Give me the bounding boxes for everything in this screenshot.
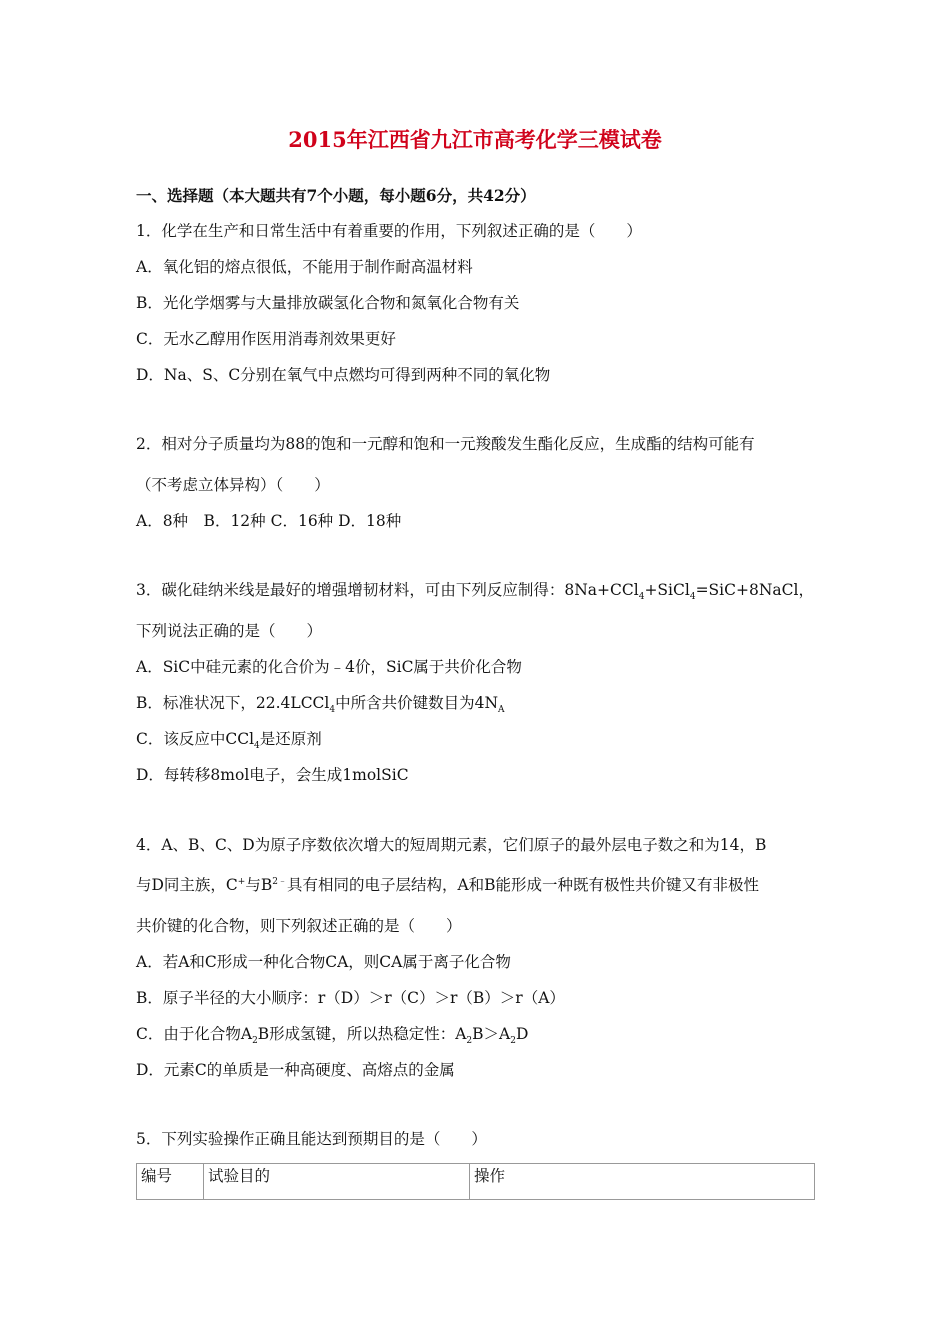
q2-options: A．8种 B．12种 C．16种 D．18种 xyxy=(136,512,402,530)
q4-stem-line2: 与D同主族，C+与$B^{2﹣}$具有相同的电子层结构，A和B能形成一种既有极性共价键又有非极性 xyxy=(136,876,760,894)
table-header-cell: 编号 xyxy=(137,1164,204,1200)
q1-option-c: C．无水乙醇用作医用消毒剂效果更好 xyxy=(136,330,396,348)
q3-option-b: B．标准状况下，22.4LCCl$_4$中所含共价键数目为$4N_A$ xyxy=(136,694,505,716)
q4-option-d: D．元素C的单质是一种高硬度、高熔点的金属 xyxy=(136,1061,455,1079)
q3-option-a: A．SiC中硅元素的化合价为﹣4价，SiC属于共价化合物 xyxy=(136,658,522,676)
q3-stem-line1: 3．碳化硅纳米线是最好的增强增韧材料，可由下列反应制得：8Na+CCl$_4$+SiCl$_4$=SiC+8NaCl， xyxy=(136,581,814,603)
q4-option-a: A．若A和C形成一种化合物CA，则CA属于离子化合物 xyxy=(136,953,511,971)
q4-option-c: C．由于化合物$A_2B$形成氢键，所以热稳定性：$A_2B>A_2D$ xyxy=(136,1025,529,1047)
q4-stem-line1: 4．A、B、C、D为原子序数依次增大的短周期元素，它们原子的最外层电子数之和为14，B xyxy=(136,836,767,854)
q4-stem-line3: 共价键的化合物，则下列叙述正确的是（ ） xyxy=(136,917,462,935)
q3-option-c: C．该反应中CCl$_4$是还原剂 xyxy=(136,730,322,752)
q3-stem-line2: 下列说法正确的是（ ） xyxy=(136,622,323,640)
q1-option-a: A．氧化铝的熔点很低，不能用于制作耐高温材料 xyxy=(136,258,473,276)
q2-stem-line2: （不考虑立体异构）（ ） xyxy=(136,476,330,494)
q4-option-b: B．原子半径的大小顺序：r（D）＞r（C）＞r（B）＞r（A） xyxy=(136,989,565,1007)
page-title: 2015年江西省九江市高考化学三模试卷 xyxy=(288,127,662,152)
q1-option-d: D．Na、S、C分别在氧气中点燃均可得到两种不同的氧化物 xyxy=(136,366,551,384)
q1-stem: 1．化学在生产和日常生活中有着重要的作用，下列叙述正确的是（ ） xyxy=(136,222,642,240)
section-heading: 一、选择题（本大题共有7个小题，每小题6分，共42分） xyxy=(136,186,536,205)
table-header-cell: 操作 xyxy=(470,1164,815,1200)
q3-option-d: D．每转移8mol电子，会生成1molSiC xyxy=(136,766,409,784)
q5-table xyxy=(136,1163,815,1200)
table-header-cell: 试验目的 xyxy=(204,1164,470,1200)
q1-option-b: B．光化学烟雾与大量排放碳氢化合物和氮氧化合物有关 xyxy=(136,294,520,312)
table-header-row xyxy=(137,1164,815,1200)
q5-stem: 5．下列实验操作正确且能达到预期目的是（ ） xyxy=(136,1130,487,1148)
q2-stem-line1: 2．相对分子质量均为88的饱和一元醇和饱和一元羧酸发生酯化反应，生成酯的结构可能有 xyxy=(136,435,755,453)
